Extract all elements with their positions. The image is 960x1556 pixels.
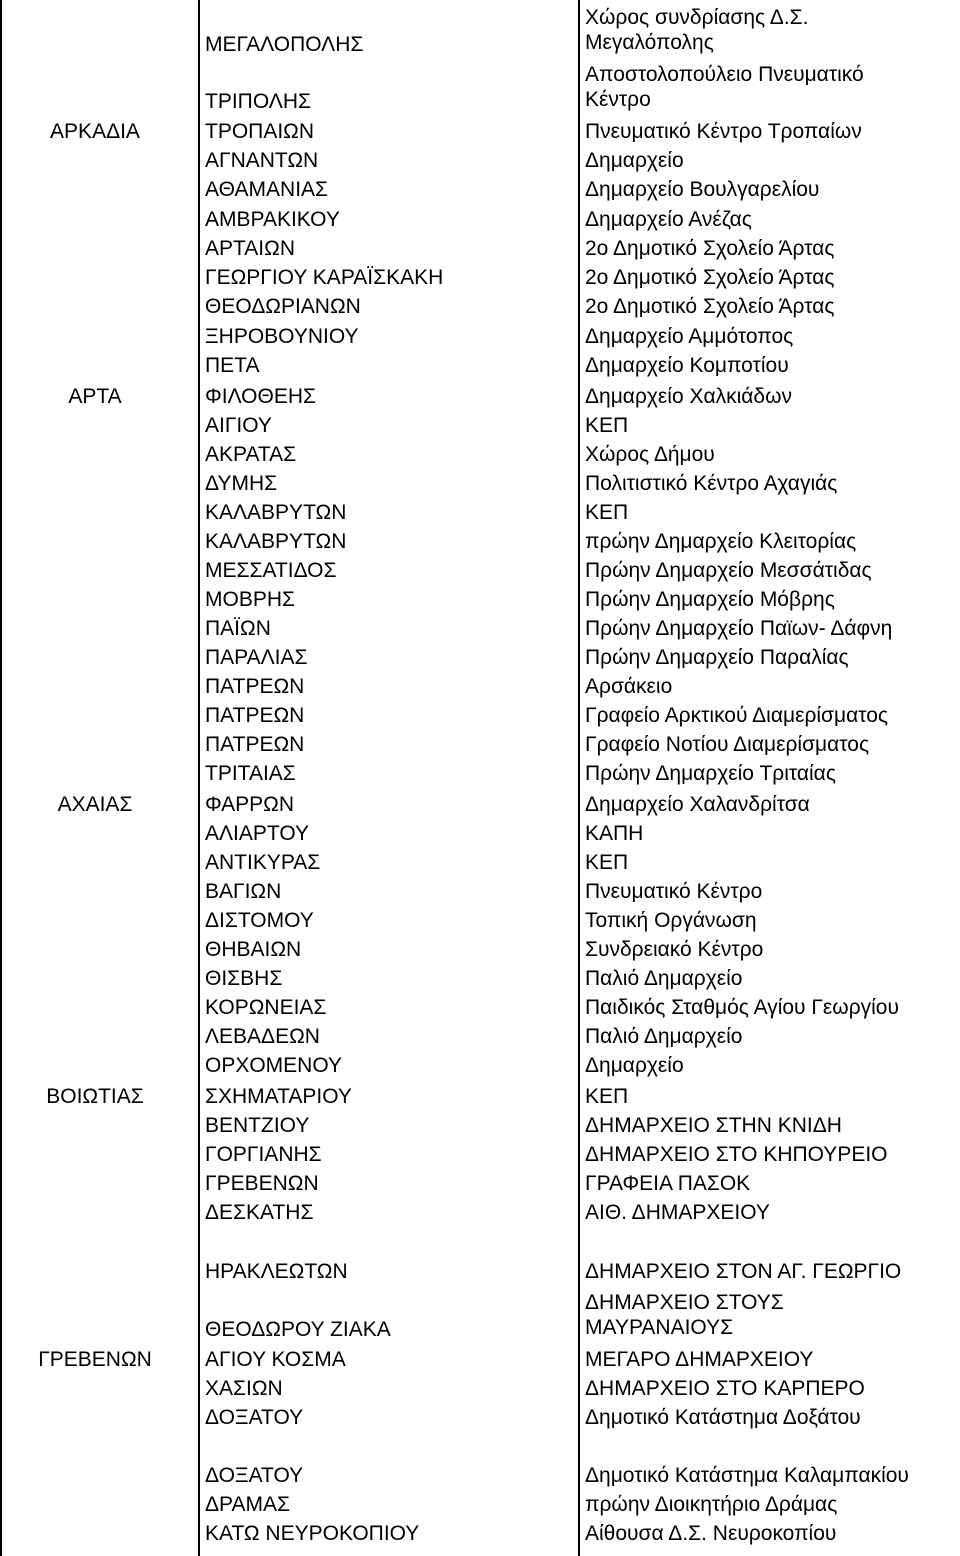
municipality-name: ΠΑΤΡΕΩΝ [205,704,305,727]
municipality-name: ΘΙΣΒΗΣ [205,967,283,990]
municipality-name: ΔΟΞΑΤΟΥ [205,1406,304,1429]
municipality-name: ΦΑΡΡΩΝ [205,793,295,816]
municipality-name: ΔΥΜΗΣ [205,472,278,495]
venue-name: ΜΕΓΑΡΟ ΔΗΜΑΡΧΕΙΟΥ [585,1348,814,1371]
municipality-name: ΑΘΑΜΑΝΙΑΣ [205,178,329,201]
municipality-name: ΔΟΞΑΤΟΥ [205,1464,304,1487]
municipality-name: ΒΑΓΙΩΝ [205,880,282,903]
venue-name: Πρώην Δημαρχείο Παραλίας [585,646,849,669]
venue-name: Πρώην Δημαρχείο Μόβρης [585,588,835,611]
venue-name: ΔΗΜΑΡΧΕΙΟ ΣΤΟ ΚΑΡΠΕΡΟ [585,1377,865,1400]
venue-name: Παλιό Δημαρχείο [585,967,743,990]
prefecture-label: ΓΡΕΒΕΝΩΝ [38,1348,152,1371]
venue-name: πρώην Δημαρχείο Κλειτορίας [585,530,857,553]
municipality-name: ΚΑΤΩ ΝΕΥΡΟΚΟΠΙΟΥ [205,1522,420,1545]
municipality-name: ΓΟΡΓΙΑΝΗΣ [205,1143,322,1166]
venue-line: Αποστολοπούλειο Πνευματικό [585,63,864,86]
municipality-name: ΠΑΤΡΕΩΝ [205,675,305,698]
municipality-name: ΑΡΤΑΙΩΝ [205,237,295,260]
venue-name: Δημαρχείο Χαλανδρίτσα [585,793,810,816]
municipality-name: ΔΡΑΜΑΣ [205,1493,290,1516]
municipality-name: ΓΡΕΒΕΝΩΝ [205,1172,319,1195]
municipality-name: ΒΕΝΤΖΙΟΥ [205,1114,310,1137]
venue-name: πρώην Διοικητήριο Δράμας [585,1493,838,1516]
venue-name: Πρώην Δημαρχείο Παϊων- Δάφνη [585,617,893,640]
venue-name: Πνευματικό Κέντρο [585,880,763,903]
municipality-name: ΠΑΪΩΝ [205,617,271,640]
municipality-name: ΠΑΤΡΕΩΝ [205,733,305,756]
venue-name: Δημαρχείο Βουλγαρελίου [585,178,820,201]
venue-name: 2ο Δημοτικό Σχολείο Άρτας [585,295,835,318]
venue-name: ΚΕΠ [585,1085,629,1108]
venue-name: Δημαρχείο Κομποτίου [585,354,789,377]
table-left-border [0,0,2,1556]
municipality-name: ΣΧΗΜΑΤΑΡΙΟΥ [205,1085,352,1108]
municipality-name: ΛΕΒΑΔΕΩΝ [205,1025,320,1048]
venue-line: ΜΑΥΡΑΝΑΙΟΥΣ [585,1316,734,1339]
municipality-name: ΚΟΡΩΝΕΙΑΣ [205,996,327,1019]
municipality-name: ΑΜΒΡΑΚΙΚΟΥ [205,208,340,231]
municipality-name: ΔΕΣΚΑΤΗΣ [205,1201,314,1224]
municipality-name: ΗΡΑΚΛΕΩΤΩΝ [205,1260,348,1283]
venue-name: Πρώην Δημαρχείο Μεσσάτιδας [585,559,872,582]
prefecture-label: ΒΟΙΩΤΙΑΣ [46,1085,144,1108]
venue-name: ΑΙΘ. ΔΗΜΑΡΧΕΙΟΥ [585,1201,770,1224]
venue-name: Δημαρχείο [585,149,684,172]
venue-name: Γραφείο Αρκτικού Διαμερίσματος [585,704,889,727]
venue-name: Παιδικός Σταθμός Αγίου Γεωργίου [585,996,899,1019]
venue-line: Μεγαλόπολης [585,31,714,54]
municipality-name: ΑΓΙΟΥ ΚΟΣΜΑ [205,1348,346,1371]
municipality-name: ΚΑΛΑΒΡΥΤΩΝ [205,530,347,553]
municipality-name: ΚΑΛΑΒΡΥΤΩΝ [205,501,347,524]
municipality-name: ΞΗΡΟΒΟΥΝΙΟΥ [205,325,359,348]
municipality-name: ΜΕΓΑΛΟΠΟΛΗΣ [205,33,364,56]
venue-line: Κέντρο [585,88,651,111]
prefecture-label: ΑΡΚΑΔΙΑ [50,120,140,143]
venue-name: ΓΡΑΦΕΙΑ ΠΑΣΟΚ [585,1172,751,1195]
municipality-name: ΑΝΤΙΚΥΡΑΣ [205,851,321,874]
venue-name: ΔΗΜΑΡΧΕΙΟ ΣΤΟ ΚΗΠΟΥΡΕΙΟ [585,1143,888,1166]
municipality-name: ΦΙΛΟΘΕΗΣ [205,385,316,408]
venue-name: Δημοτικό Κατάστημα Καλαμπακίου [585,1464,909,1487]
municipality-name: ΜΟΒΡΗΣ [205,588,295,611]
prefecture-label: ΑΧΑΙΑΣ [57,793,133,816]
venue-name: Χώρος Δήμου [585,443,715,466]
venue-name: Αρσάκειο [585,675,673,698]
municipality-name: ΤΡΙΠΟΛΗΣ [205,90,311,113]
municipality-name: ΘΕΟΔΩΡΙΑΝΩΝ [205,295,361,318]
venue-name: Δημαρχείο [585,1054,684,1077]
venue-name: Δημοτικό Κατάστημα Δοξάτου [585,1406,861,1429]
venue-name: ΚΕΠ [585,501,629,524]
venue-name: ΔΗΜΑΡΧΕΙΟ ΣΤΗΝ ΚΝΙΔΗ [585,1114,842,1137]
municipality-name: ΤΡΙΤΑΙΑΣ [205,762,296,785]
municipality-name: ΘΕΟΔΩΡΟΥ ΖΙΑΚΑ [205,1318,391,1341]
municipality-name: ΓΕΩΡΓΙΟΥ ΚΑΡΑΪΣΚΑΚΗ [205,266,444,289]
municipality-name: ΠΑΡΑΛΙΑΣ [205,646,308,669]
venue-name: ΚΕΠ [585,414,629,437]
column-divider-1 [198,0,200,1556]
venue-name: ΚΕΠ [585,851,629,874]
municipality-name: ΔΙΣΤΟΜΟΥ [205,909,314,932]
municipality-name: ΑΙΓΙΟΥ [205,414,272,437]
venue-name: 2ο Δημοτικό Σχολείο Άρτας [585,237,835,260]
municipality-name: ΤΡΟΠΑΙΩΝ [205,120,315,143]
municipality-name: ΜΕΣΣΑΤΙΔΟΣ [205,559,337,582]
venue-name: 2ο Δημοτικό Σχολείο Άρτας [585,266,835,289]
column-divider-2 [578,0,580,1556]
municipality-name: ΟΡΧΟΜΕΝΟΥ [205,1054,343,1077]
venue-name: Δημαρχείο Αμμότοπος [585,325,794,348]
municipality-name: ΠΕΤΑ [205,354,260,377]
municipality-name: ΧΑΣΙΩΝ [205,1377,283,1400]
venue-name: Παλιό Δημαρχείο [585,1025,743,1048]
municipality-name: ΑΛΙΑΡΤΟΥ [205,822,309,845]
venue-name: Δημαρχείο Ανέζας [585,208,752,231]
municipality-name: ΑΚΡΑΤΑΣ [205,443,297,466]
venue-name: Τοπική Οργάνωση [585,909,757,932]
venue-name: Πνευματικό Κέντρο Τροπαίων [585,120,862,143]
venue-name: Συνδρειακό Κέντρο [585,938,764,961]
venue-name: ΚΑΠΗ [585,822,644,845]
venue-line: ΔΗΜΑΡΧΕΙΟ ΣΤΟΥΣ [585,1291,784,1314]
venue-line: Χώρος συνδρίασης Δ.Σ. [585,6,809,29]
venue-name: Γραφείο Νοτίου Διαμερίσματος [585,733,870,756]
venue-name: Πολιτιστικό Κέντρο Αχαγιάς [585,472,838,495]
prefecture-label: ΑΡΤΑ [68,385,122,408]
municipality-name: ΘΗΒΑΙΩΝ [205,938,302,961]
municipality-name: ΑΓΝΑΝΤΩΝ [205,149,319,172]
venue-name: Αίθουσα Δ.Σ. Νευροκοπίου [585,1522,837,1545]
venue-name: ΔΗΜΑΡΧΕΙΟ ΣΤΟΝ ΑΓ. ΓΕΩΡΓΙΟ [585,1260,902,1283]
venue-name: Πρώην Δημαρχείο Τριταίας [585,762,836,785]
venue-name: Δημαρχείο Χαλκιάδων [585,385,792,408]
